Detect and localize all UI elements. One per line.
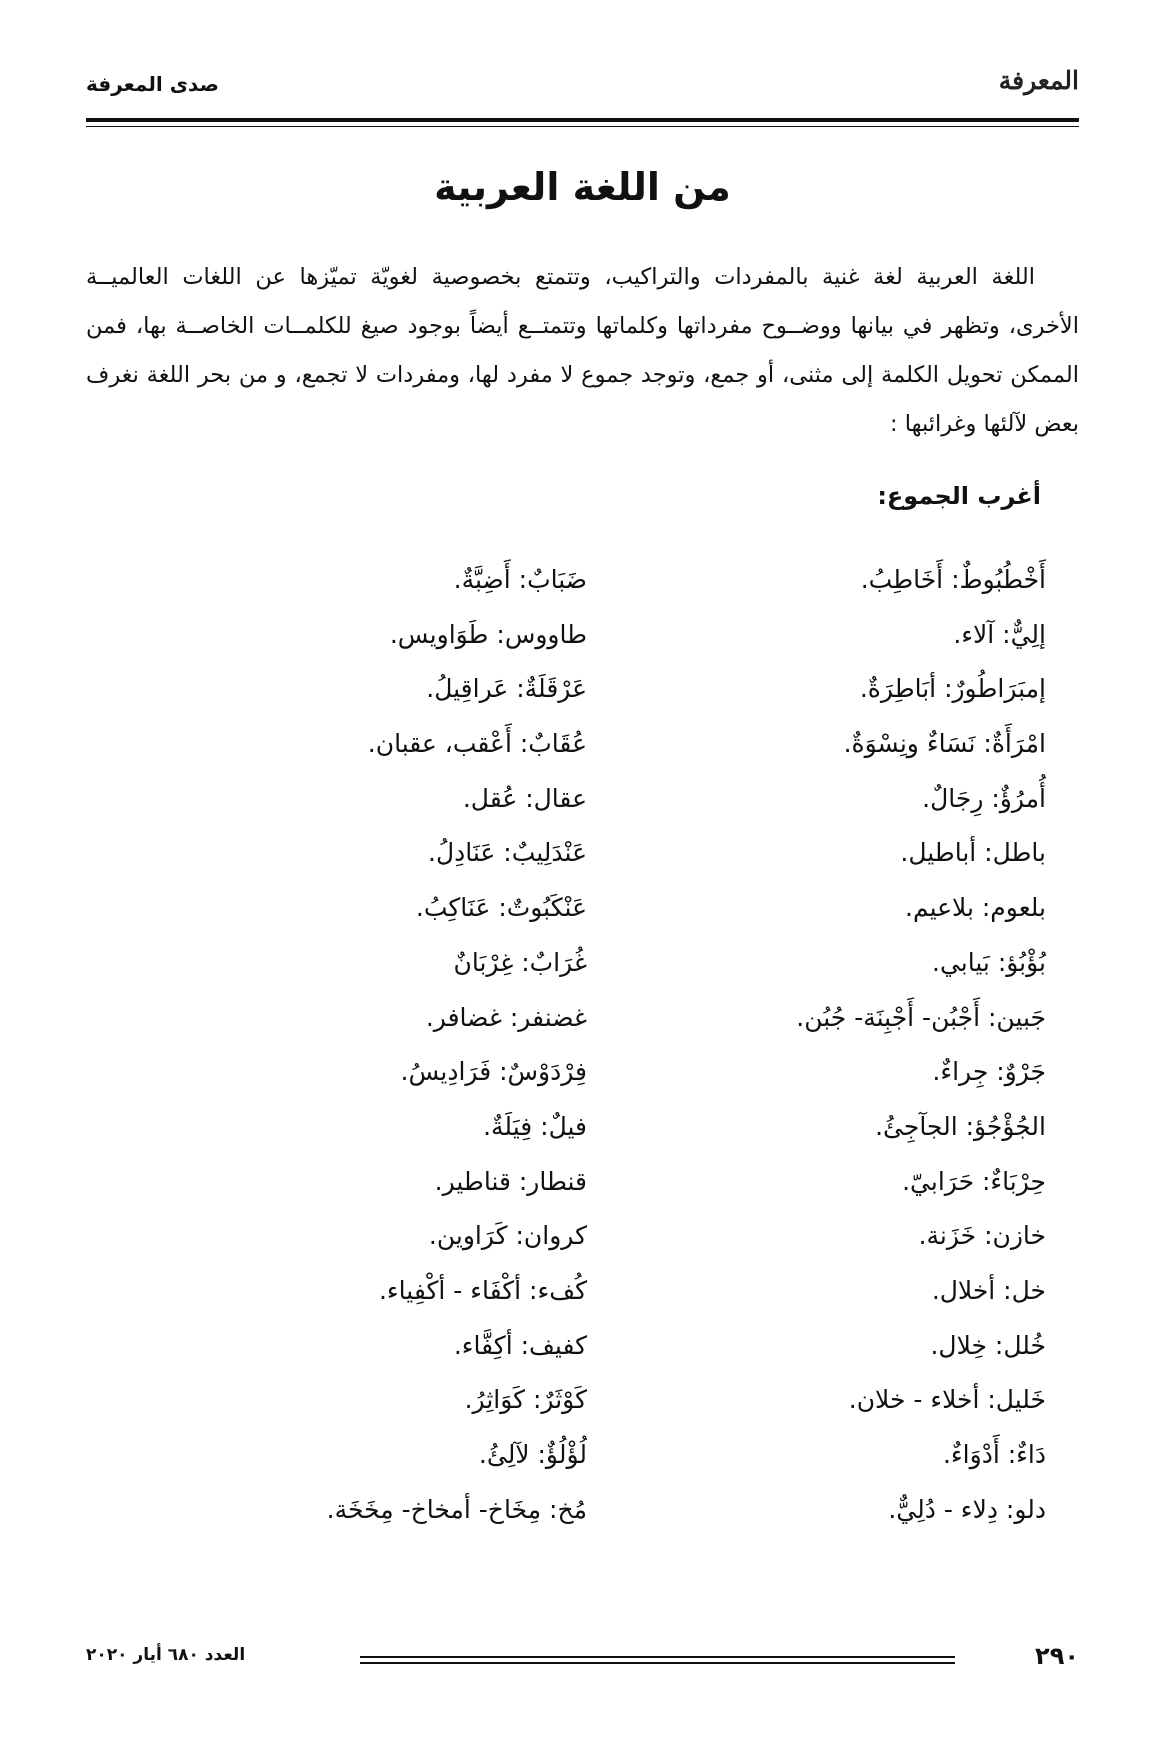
plural-entry: عُقَابٌ: أَعْقب، عقبان. (367, 729, 587, 759)
plural-entry: عَنْكَبُوتٌ: عَنَاكِبُ. (415, 893, 587, 923)
plural-entry: جَرْوٌ: جِراءٌ. (932, 1057, 1046, 1087)
plural-entry: خُلل: خِلال. (930, 1330, 1046, 1360)
magazine-logo: المعرفة (998, 66, 1079, 95)
plural-entry: دَاءٌ: أَدْوَاءٌ. (942, 1440, 1046, 1469)
issue-info: العدد ٦٨٠ أيار ٢٠٢٠ (86, 1645, 246, 1665)
plural-entry: خَليل: أخلاء - خلان. (848, 1385, 1046, 1415)
plural-entry: كفيف: أكِفَّاء. (453, 1330, 587, 1360)
header-rule-thin (86, 126, 1079, 127)
plurals-column-right (686, 553, 1046, 1537)
plural-entry: إلِيٌّ: آلاء. (953, 619, 1046, 649)
plural-entry: عَنْدَلِيبٌ: عَنَادِلُ. (428, 838, 587, 868)
plural-entry: أَخْطُبُوطٌ: أَخَاطِبُ. (860, 565, 1046, 594)
plural-entry: الجُؤْجُؤ: الجآجِئُ. (875, 1111, 1046, 1141)
plural-entry: غُرَابٌ: غِرْبَانٌ (453, 947, 587, 977)
plural-entry: كَوْثَرٌ: كَوَاثِرُ. (464, 1385, 587, 1415)
plural-entry: امْرَأَةٌ: نَسَاءٌ ونِسْوَةٌ. (843, 729, 1046, 759)
article-title: من اللغة العربية (434, 165, 731, 209)
header-rule (86, 118, 1079, 122)
plural-entry: كُفء: أكْفَاء - أكْفِياء. (378, 1275, 587, 1305)
plural-entry: بلعوم: بلاعيم. (905, 893, 1046, 923)
section-name: صدى المعرفة (86, 72, 219, 96)
footer-rule (360, 1656, 955, 1658)
plural-entry: قنطار: قناطير. (434, 1166, 587, 1196)
plural-entry: عَرْقَلَةٌ: عَراقِيلُ. (426, 674, 587, 704)
plural-entry: فِرْدَوْسٌ: فَرَادِيسُ. (400, 1057, 587, 1087)
plural-entry: أُمرُؤٌ: رِجَالٌ. (922, 783, 1046, 813)
intro-text: اللغة العربية لغة غنية بالمفردات والتراكيب، وتتمتع بخصوصية لغويّة تميّزها عن اللغات العالميــة الأخرى، وتظهر في بيانها ووضــوح مفرداتها وكلماتها وتتمتــع أيضاً بوجود صيغ للكلمــات الخاصــة بها، فمن الممكن تحويل الكلمة إلى مثنى، أو جمع، وتوجد جموع لا مفرد لها، ومفردات لا تجمع، و من بحر اللغة نغرف بعض لآلئها وغرائبها : (86, 264, 1079, 437)
page-number: ٢٩٠ (1035, 1642, 1079, 1670)
plural-entry: لُؤْلُؤٌ: لآلِئُ. (478, 1440, 587, 1469)
plural-entry: إمبَرَاطُورٌ: أبَاطِرَةٌ. (859, 674, 1046, 704)
intro-paragraph (86, 253, 1079, 449)
plural-entry: خازن: خَزَنة. (918, 1221, 1046, 1251)
plural-entry: مُخ: مِخَاخ- أمخاخ- مِخَخَة. (326, 1494, 587, 1524)
plural-entry: حِرْبَاءٌ: حَرَابيّ. (902, 1166, 1046, 1196)
plural-entry: خل: أخلال. (931, 1275, 1046, 1305)
plural-entry: غضنفر: غضافر. (425, 1002, 587, 1032)
page-header (86, 62, 1079, 112)
plural-entry: طاووس: طَوَاويس. (389, 619, 587, 649)
plural-entry: كروان: كَرَاوين. (428, 1221, 587, 1251)
plural-entry: بُؤْبُؤ: بَيابي. (932, 947, 1046, 977)
plural-entry: باطل: أباطيل. (900, 838, 1046, 868)
plural-entry: دلو: دِلاء - دُلِيٌّ. (888, 1494, 1046, 1524)
plural-entry: فيلٌ: فِيَلَةٌ. (483, 1111, 587, 1141)
plural-entry: جَبين: أَجْبُن- أَجْبِنَة- جُبُن. (796, 1002, 1046, 1032)
footer-rule-second (360, 1662, 955, 1664)
subheading: أغرب الجموع: (877, 482, 1041, 510)
plural-entry: ضَبَابٌ: أَضِبَّةٌ. (453, 565, 587, 594)
plural-entry: عقال: عُقل. (462, 783, 587, 813)
plurals-column-left (227, 553, 587, 1537)
